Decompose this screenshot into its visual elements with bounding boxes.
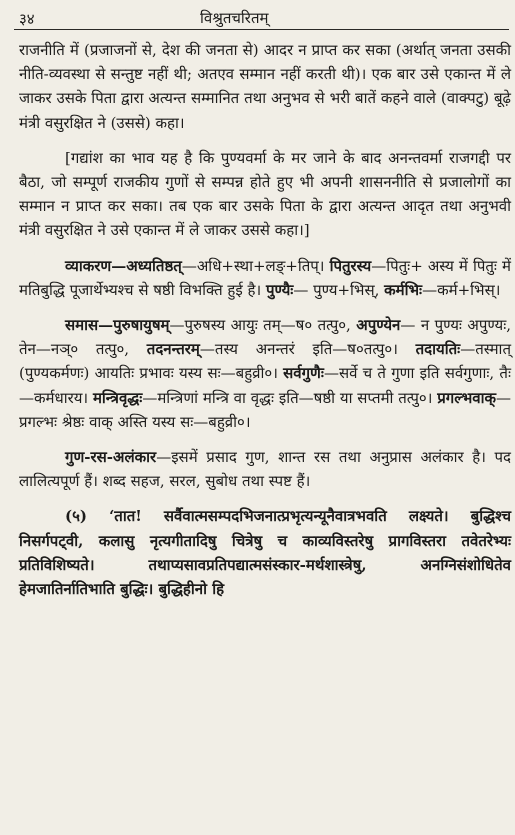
grammar-text: —पितुः+ अस्य में पितुः में मतिबुद्धि पूजार्थेभ्यश्च से षष्ठी विभक्ति हुई है। xyxy=(19,256,512,299)
grammar-term: पुण्यैः xyxy=(265,280,294,299)
compound-term: सर्वगुणैः xyxy=(283,364,324,383)
translation-paragraph: राजनीति में (प्रजाजनों से, देश की जनता से) आदर न प्राप्त कर सका (अर्थात् जनता उसकी नीति-व्यवस्था से सन्तुष्ट नहीं थी; अतएव सम्मान नहीं करती थी)। एक बार उसे एकान्त में ले जाकर उसके पिता द्वारा अत्यन्त सम्मानित तथा अनुभव से भरी बातें कहने वाले (वाक्पटु) बूढ़े मंत्री वसुरक्षित ने (उससे) कहा। xyxy=(19,41,511,132)
grammar-text: —अधि+स्था+लङ्+तिप्। xyxy=(181,256,330,275)
grammar-paragraph xyxy=(19,254,511,302)
compound-text: —सर्वे च ते गुणा इति सर्वगुणाः, तैः—कर्मधारय। xyxy=(19,364,511,407)
page-header xyxy=(0,4,515,30)
gist-paragraph: [गद्यांश का भाव यह है कि पुण्यवर्मा के मर जाने के बाद अनन्तवर्मा राजगद्दी पर बैठा, जो सम्पूर्ण राजकीय गुणों से सम्पन्न होते हुए भी अपनी शासननीति से प्रजालोगों का सम्मान न प्राप्त कर सका। तब एक बार उसके पिता के द्वारा अत्यन्त आदृत तथा अनुभवी मंत्री वसुरक्षित ने उसे एकान्त में ले जाकर उससे कहा।] xyxy=(19,148,511,240)
compound-text: —तस्मात् (पुण्यकर्मणः) आयतिः प्रभावः यस्य सः—बहुव्री०। xyxy=(19,340,511,383)
compound-text: —मन्त्रिणां मन्त्रि वा वृद्धः इति—षष्ठी या सप्तमी तत्पु०। xyxy=(142,388,438,407)
grammar-term: कर्मभिः xyxy=(384,280,423,299)
grammar-text: —कर्म+भिस्। xyxy=(422,280,501,299)
compound-term: तदायतिः xyxy=(415,340,461,359)
style-text: —इसमें प्रसाद गुण, शान्त रस तथा अनुप्रास अलंकार है। पद लालित्यपूर्ण हैं। शब्द सहज, सरल, सुबोध तथा स्पष्ट हैं। xyxy=(19,448,511,491)
verse-text: ‘तात! सर्वैवात्मसम्पदभिजनात्प्रभृत्यन्यूनैवात्रभवति लक्ष्यते। बुद्धिश्च निसर्गपट्वी, कलासु नृत्यगीतादिषु चित्रेषु च काव्यविस्तरेषु प्रागविस्तरा तवेतरेभ्यः प्रतिविशिष्यते। तथाप्यसावप्रतिपद्यात्मसंस्कार-मर्थशास्त्रेषु, अनग्निसंशोधितेव हेमजातिर्नातिभाति बुद्धिः। बुद्धिहीनो हि xyxy=(19,507,511,599)
grammar-term: पितुरस्य xyxy=(329,256,372,275)
page-body xyxy=(19,38,511,612)
header-rule xyxy=(14,29,509,30)
compound-term: मन्त्रिवृद्धः xyxy=(92,388,143,407)
style-heading: गुण-रस-अलंकार xyxy=(65,448,157,467)
compound-text: —प्रगल्भः श्रेष्ठः वाक् अस्ति यस्य सः—बहुव्री०। xyxy=(19,388,511,431)
grammar-heading: व्याकरण—अध्यतिष्ठत् xyxy=(65,256,182,275)
compound-heading: समास—पुरुषायुषम् xyxy=(65,316,170,335)
compound-text: — न पुण्यः अपुण्यः, तेन—नञ्० तत्पु०, xyxy=(19,316,511,359)
compound-paragraph xyxy=(19,313,511,434)
verse-number: (५) xyxy=(65,507,110,526)
page-number: ३४ xyxy=(19,10,35,28)
verse-paragraph xyxy=(19,504,511,601)
running-title: विश्रुतचरितम् xyxy=(200,9,269,27)
compound-term: प्रगल्भवाक् xyxy=(437,388,496,407)
compound-text: —पुरुषस्य आयुः तम्—ष० तत्पु०, xyxy=(169,316,357,335)
grammar-text: — पुण्य+भिस्, xyxy=(293,280,385,299)
compound-term: तदनन्तरम् xyxy=(146,340,200,359)
compound-text: —तस्य अनन्तरं इति—ष०तत्पु०। xyxy=(199,340,416,359)
style-paragraph xyxy=(19,445,511,493)
compound-term: अपुण्येन xyxy=(356,316,401,335)
